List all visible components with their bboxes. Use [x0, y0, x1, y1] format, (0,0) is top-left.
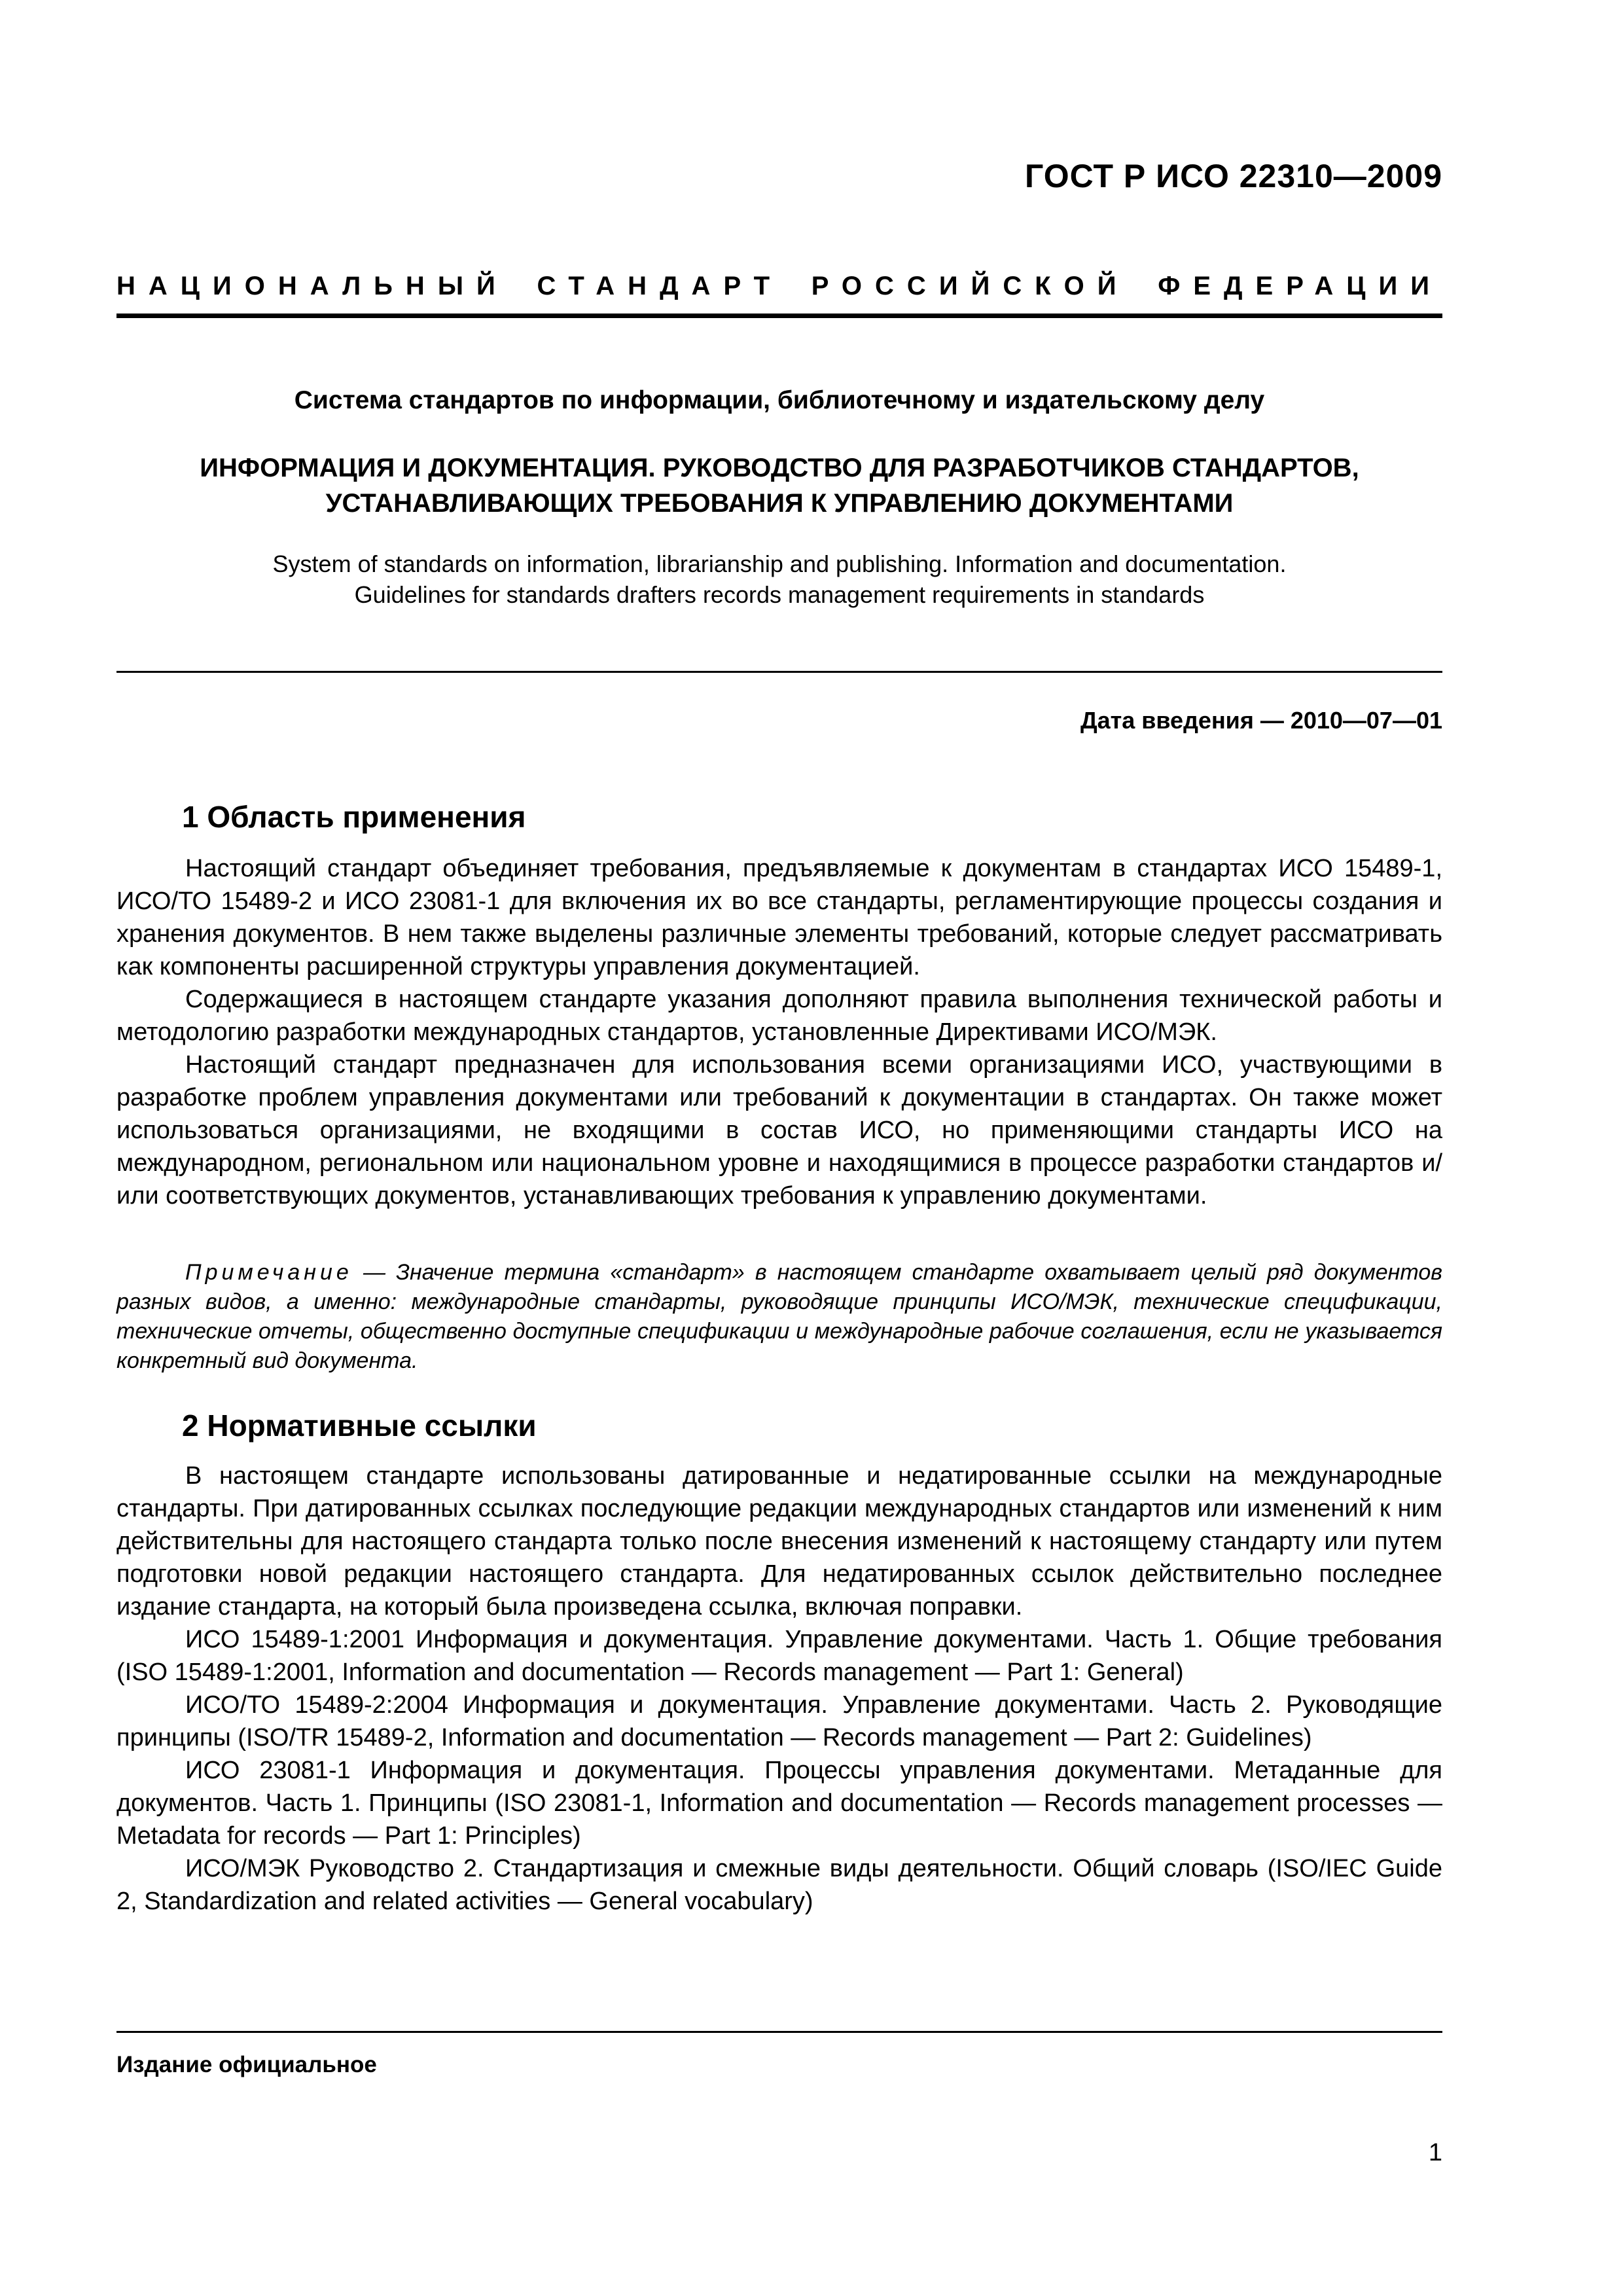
- title-ru-line-1: ИНФОРМАЦИЯ И ДОКУМЕНТАЦИЯ. РУКОВОДСТВО ДЛЯ РАЗРАБОТЧИКОВ СТАНДАРТОВ,: [200, 454, 1359, 482]
- document-title-ru: [116, 450, 1442, 521]
- banner-word-3: РОССИЙСКОЙ: [811, 272, 1130, 300]
- official-edition-label: Издание официальное: [116, 2052, 377, 2077]
- note-paragraph: [116, 1258, 1442, 1376]
- reference-item: ИСО 15489-1:2001 Информация и документация. Управление документами. Часть 1. Общие требования (ISO 15489-1:2001, Information and documentation — Records management — Part 1: General): [116, 1626, 1442, 1686]
- paragraph: Настоящий стандарт предназначен для использования всеми организациями ИСО, участвующими в разработке проблем управления документами или требований к документации в стандартах. Он также может использоваться организациями, не входящими в состав ИСО, но применяющими стандарты ИСО на международном, региональном или национальном уровне и находящимися в процессе разработки стандартов и/или соответствующих документов, устанавливающих требования к управлению документами.: [116, 1051, 1442, 1210]
- section-1-heading: 1 Область применения: [182, 800, 526, 834]
- section-1-note: [116, 1258, 1442, 1376]
- introduction-date: Дата введения — 2010—07—01: [1080, 707, 1442, 734]
- banner-word-2: СТАНДАРТ: [537, 272, 783, 300]
- document-title-en: [116, 548, 1442, 610]
- reference-item: ИСО 23081-1 Информация и документация. Процессы управления документами. Метаданные для документов. Часть 1. Принципы (ISO 23081-1, Information and documentation — Records management processes — Metadata for records — Part 1: Principles): [116, 1757, 1442, 1850]
- title-en-line-2: Guidelines for standards drafters records management requirements in standards: [354, 581, 1205, 608]
- banner-word-4: ФЕДЕРАЦИИ: [1158, 272, 1442, 300]
- section-1-body: [116, 852, 1442, 1212]
- reference-item: ИСО/МЭК Руководство 2. Стандартизация и смежные виды деятельности. Общий словарь (ISO/IEC Guide 2, Standardization and related activities — General vocabulary): [116, 1855, 1442, 1915]
- banner-word-1: НАЦИОНАЛЬНЫЙ: [116, 272, 508, 300]
- section-2-heading: 2 Нормативные ссылки: [182, 1408, 537, 1443]
- paragraph: Настоящий стандарт объединяет требования, предъявляемые к документам в стандартах ИСО 15489-1, ИСО/ТО 15489-2 и ИСО 23081-1 для включения их во все стандарты, регламентирующие процессы создания и хранения документов. В нем также выделены различные элементы требований, которые следует рассматривать как компоненты расширенной структуры управления документацией.: [116, 855, 1442, 980]
- document-page: [116, 0, 1442, 2296]
- national-standard-banner: [116, 272, 1442, 301]
- title-en-line-1: System of standards on information, librarianship and publishing. Information and documentation.: [272, 550, 1287, 577]
- note-text: — Значение термина «стандарт» в настоящем стандарте охватывает целый ряд документов разных видов, а именно: международные стандарты, руководящие принципы ИСО/МЭК, технические спецификации, технические отчеты, общественно доступные спецификации и международные рабочие соглашения, если не указывается конкретный вид документа.: [116, 1260, 1442, 1373]
- title-ru-line-2: УСТАНАВЛИВАЮЩИХ ТРЕБОВАНИЯ К УПРАВЛЕНИЮ ДОКУМЕНТАМИ: [325, 489, 1234, 518]
- paragraph: Содержащиеся в настоящем стандарте указания дополняют правила выполнения технической работы и методологию разработки международных стандартов, установленные Директивами ИСО/МЭК.: [116, 986, 1442, 1046]
- reference-item: ИСО/ТО 15489-2:2004 Информация и документация. Управление документами. Часть 2. Руководящие принципы (ISO/TR 15489-2, Information and documentation — Records management — Part 2: Guidelines): [116, 1691, 1442, 1751]
- standard-code: ГОСТ Р ИСО 22310—2009: [1025, 158, 1442, 194]
- note-label: Примечание: [185, 1260, 353, 1285]
- standards-series: Система стандартов по информации, библиотечному и издательскому делу: [294, 386, 1265, 414]
- footer-divider: [116, 2031, 1442, 2033]
- header-divider: [116, 314, 1442, 318]
- paragraph: В настоящем стандарте использованы датированные и недатированные ссылки на международные стандарты. При датированных ссылках последующие редакции международных стандартов или изменений к ним действительны для настоящего стандарта только после внесения изменений к настоящему стандарту или путем подготовки новой редакции настоящего стандарта. Для недатированных ссылок действительно последнее издание стандарта, на который была произведена ссылка, включая поправки.: [116, 1462, 1442, 1621]
- page-number: 1: [1428, 2139, 1442, 2166]
- section-2-body: [116, 1460, 1442, 1918]
- title-divider: [116, 671, 1442, 673]
